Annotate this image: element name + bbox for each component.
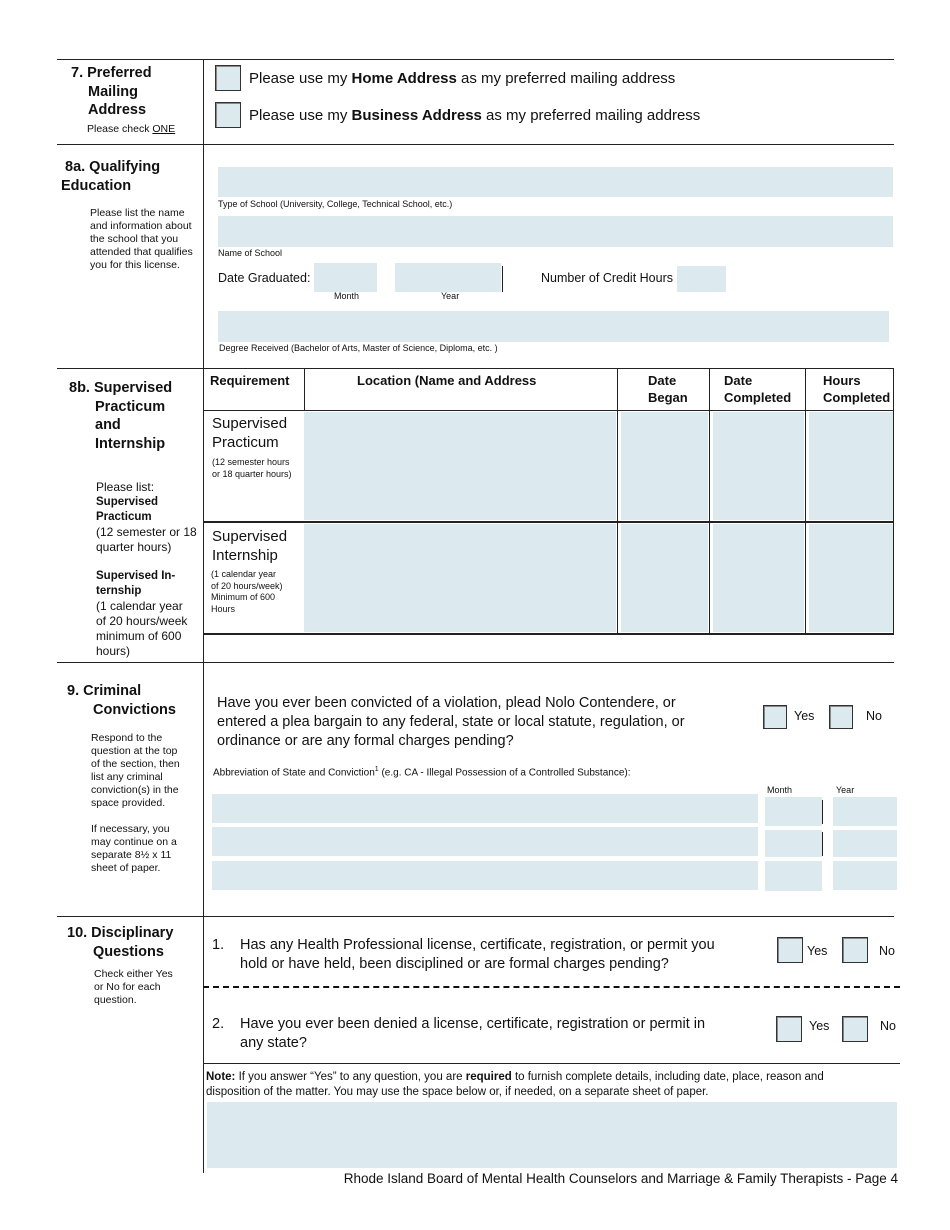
graduation-month-input[interactable] — [314, 263, 377, 292]
disciplinary-question-1: 1. Has any Health Professional license, certificate, registration, or permit you hold or have held, been disciplined or are formal charges pending? — [212, 937, 715, 972]
internship-date-completed-input[interactable] — [713, 524, 804, 632]
section-8b-title: 8b. Supervised Practicum and Internship — [69, 380, 173, 452]
question-separator — [203, 986, 900, 988]
home-address-label: Please use my Home Address as my preferred mailing address — [249, 70, 676, 87]
practicum-location-input[interactable] — [304, 412, 616, 520]
section-9-note: Respond to the question at the top of the section, then list any criminal conviction(s) in the space provided. If necessary, you may continue on a separate 8½ x 11 sheet of paper. — [91, 732, 180, 874]
header-date-completed: Date Completed — [724, 373, 792, 405]
conviction-line-1-year[interactable] — [833, 797, 897, 826]
conviction-line-3-month[interactable] — [765, 861, 822, 891]
section-9-top-rule — [57, 662, 894, 663]
table-row-divider — [203, 521, 894, 523]
practicum-requirement-label: Supervised Practicum — [212, 415, 288, 451]
conviction-line-3-year[interactable] — [833, 861, 897, 890]
table-col-divider-3 — [709, 369, 710, 634]
table-col-divider-4 — [805, 369, 806, 634]
practicum-requirement-detail: (12 semester hours or 18 quarter hours) — [212, 457, 292, 479]
conviction-month-1-edge — [822, 800, 823, 824]
question-1-yes-checkbox[interactable] — [777, 937, 803, 963]
section-10-title: 10. Disciplinary Questions — [67, 925, 174, 960]
practicum-date-began-input[interactable] — [621, 412, 708, 520]
conviction-line-3-input[interactable] — [212, 861, 758, 890]
graduation-year-input[interactable] — [395, 263, 501, 292]
header-location: Location (Name and Address — [357, 373, 537, 388]
question-2-yes-checkbox[interactable] — [776, 1016, 802, 1042]
date-graduated-label: Date Graduated: — [218, 271, 311, 285]
section-7-note: Please check ONE — [87, 123, 176, 135]
question-2-no-label: No — [880, 1019, 896, 1033]
business-address-checkbox[interactable] — [215, 102, 241, 128]
header-date-began: Date Began — [648, 373, 688, 405]
table-right-edge — [893, 369, 894, 634]
question-2-yes-label: Yes — [809, 1019, 830, 1033]
type-of-school-input[interactable] — [218, 167, 893, 197]
page-footer: Rhode Island Board of Mental Health Counselors and Marriage & Family Therapists - Page 4 — [343, 1171, 898, 1186]
internship-date-began-input[interactable] — [621, 524, 708, 632]
conviction-yes-label: Yes — [794, 709, 815, 723]
name-of-school-caption: Name of School — [218, 248, 283, 258]
section-8b-note: Please list: Supervised Practicum (12 semester or 18 quarter hours) Supervised In- ternship (1 calendar year of 20 hours/week minimum of 600 hours) — [96, 480, 197, 658]
business-address-label: Please use my Business Address as my preferred mailing address — [249, 107, 701, 124]
question-1-yes-label: Yes — [807, 944, 828, 958]
degree-received-caption: Degree Received (Bachelor of Arts, Master of Science, Diploma, etc. ) — [219, 343, 498, 353]
table-col-divider-1 — [304, 369, 305, 411]
conviction-abbrev-caption: Abbreviation of State and Conviction$^1$ (e.g. CA - Illegal Possession of a Controlled Substance): — [213, 766, 631, 779]
table-header-rule — [203, 410, 894, 411]
home-address-checkbox[interactable] — [215, 65, 241, 91]
conviction-line-2-year[interactable] — [833, 830, 897, 857]
degree-received-input[interactable] — [218, 311, 889, 342]
conviction-month-2-edge — [822, 832, 823, 856]
section-9-title: 9. Criminal Convictions — [67, 683, 176, 718]
year-field-edge — [502, 266, 503, 292]
section-8b-top-rule — [57, 368, 894, 369]
conviction-line-1-month[interactable] — [765, 797, 822, 826]
question-1-no-checkbox[interactable] — [842, 937, 868, 963]
conviction-no-label: No — [866, 709, 882, 723]
question-2-no-checkbox[interactable] — [842, 1016, 868, 1042]
table-bottom-rule — [203, 633, 894, 635]
disciplinary-note: Note: If you answer “Yes” to any question, you are required to furnish complete details, including date, place, reason and disposition of the matter. You may use the space below or, if needed, on a separate sheet of paper. — [206, 1071, 824, 1098]
internship-hours-completed-input[interactable] — [809, 524, 893, 632]
internship-requirement-label: Supervised Internship — [212, 528, 288, 564]
note-top-rule — [203, 1063, 900, 1064]
section-8a-top-rule — [57, 144, 894, 145]
month-caption: Month — [334, 291, 360, 301]
practicum-date-completed-input[interactable] — [713, 412, 804, 520]
conviction-year-caption: Year — [836, 785, 855, 795]
name-of-school-input[interactable] — [218, 216, 893, 247]
year-caption: Year — [441, 291, 460, 301]
header-requirement: Requirement — [210, 373, 290, 388]
section-7-title: 7. Preferred Mailing Address — [71, 65, 152, 118]
credit-hours-input[interactable] — [677, 266, 726, 292]
section-10-top-rule — [57, 916, 894, 917]
internship-requirement-detail: (1 calendar year of 20 hours/week) Minimum of 600 Hours — [211, 569, 283, 614]
left-column-divider — [203, 59, 204, 1173]
conviction-line-1-input[interactable] — [212, 794, 758, 823]
practicum-hours-completed-input[interactable] — [809, 412, 893, 520]
section-8a-note: Please list the name and information about the school that you attended that qualifies you for this license. — [90, 207, 193, 271]
section-8a-title: 8a. Qualifying Education — [61, 159, 161, 194]
disciplinary-details-input[interactable] — [207, 1102, 897, 1168]
header-hours-completed: Hours Completed — [823, 373, 891, 405]
credit-hours-label: Number of Credit Hours — [541, 271, 673, 285]
section-10-note: Check either Yes or No for each question. — [94, 968, 173, 1006]
conviction-no-checkbox[interactable] — [829, 705, 853, 729]
conviction-month-caption: Month — [767, 785, 793, 795]
question-1-no-label: No — [879, 944, 895, 958]
conviction-line-2-month[interactable] — [765, 830, 822, 857]
conviction-question: Have you ever been convicted of a violation, plead Nolo Contendere, or entered a plea bargain to any federal, state or local statute, regulation, or ordinance or are any formal charges pending? — [217, 695, 685, 749]
disciplinary-question-2: 2. Have you ever been denied a license, certificate, registration or permit in any state? — [212, 1016, 706, 1051]
internship-location-input[interactable] — [304, 524, 616, 632]
type-of-school-caption: Type of School (University, College, Technical School, etc.) — [218, 199, 453, 209]
conviction-yes-checkbox[interactable] — [763, 705, 787, 729]
conviction-line-2-input[interactable] — [212, 827, 758, 856]
section-7-top-rule — [57, 59, 894, 60]
table-col-divider-2 — [617, 369, 618, 634]
